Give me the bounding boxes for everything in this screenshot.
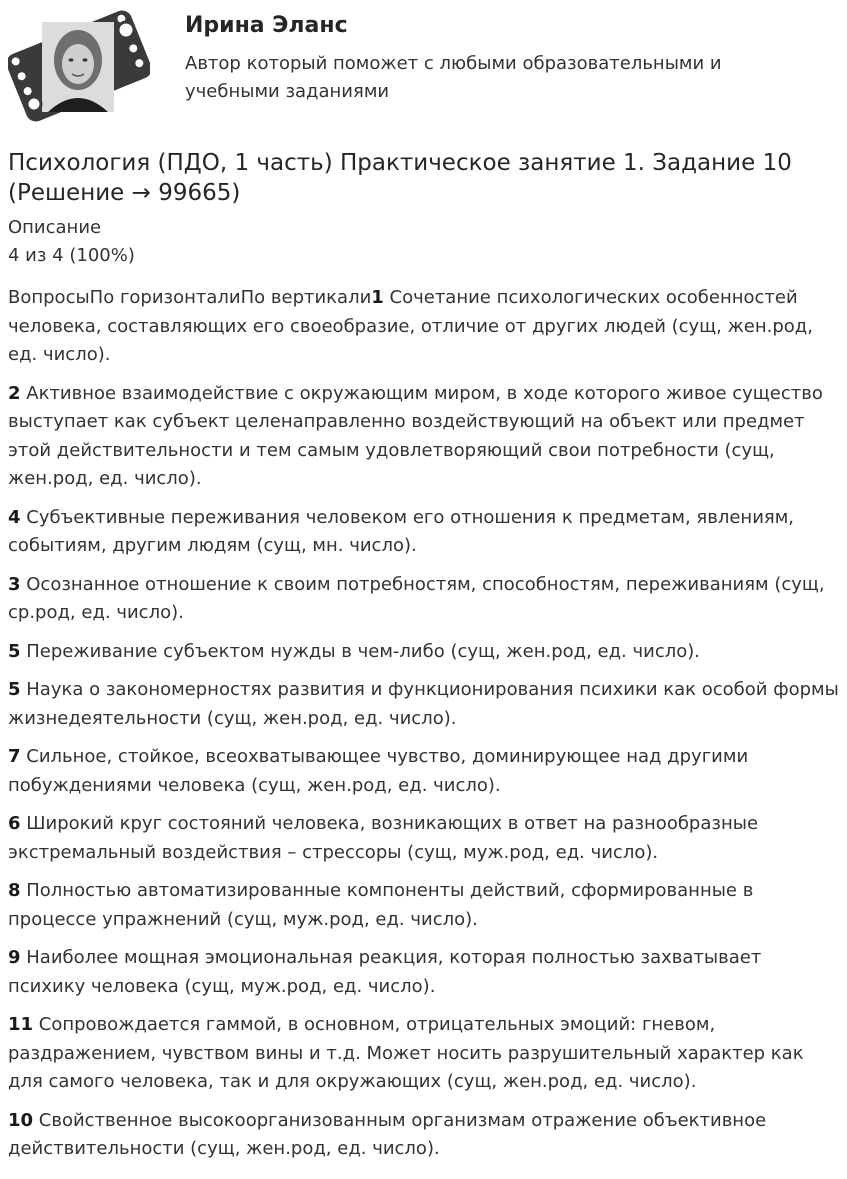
question-text: Наиболее мощная эмоциональная реакция, которая полностью захватывает психику человека (сущ, муж.род, ед. число). <box>8 947 762 997</box>
document-content <box>8 148 840 1174</box>
page-title: Психология (ПДО, 1 часть) Практическое занятие 1. Задание 10 (Решение → 99665) <box>8 150 792 206</box>
question-text: Сопровождается гаммой, в основном, отрицательных эмоций: гневом, раздражением, чувством вины и т.д. Может носить разрушительный характер как для самого человека, так и для окружающих (сущ, жен.род, ед. число). <box>8 1014 804 1092</box>
question-text: Наука о закономерностях развития и функционирования психики как особой формы жизнедеятельности (сущ, жен.род, ед. число). <box>8 679 839 729</box>
question-item <box>8 380 840 494</box>
question-item <box>8 944 840 1001</box>
questions-list <box>8 284 840 1164</box>
question-number: 3 <box>8 573 21 595</box>
description-label: Описание <box>8 217 102 238</box>
question-item <box>8 743 840 800</box>
question-number: 5 <box>8 640 21 662</box>
questions-intro: ВопросыПо горизонталиПо вертикали <box>8 287 372 308</box>
question-number: 10 <box>8 1109 34 1131</box>
question-text: Осознанное отношение к своим потребностям, способностям, переживаниям (сущ, ср.род, ед. число). <box>8 573 825 623</box>
question-item <box>8 571 840 628</box>
question-number: 7 <box>8 746 21 767</box>
question-item <box>8 284 840 370</box>
question-number: 11 <box>8 1014 34 1035</box>
question-text: Свойственное высокоорганизованным организмам отражение объективное действительности (сущ, жен.род, ед. число). <box>8 1109 767 1159</box>
question-text: Сильное, стойкое, всеохватывающее чувство, доминирующее над другими побуждениями человека (сущ, жен.род, ед. число). <box>8 746 749 796</box>
question-text: Полностью автоматизированные компоненты действий, сформированные в процессе упражнений (сущ, муж.род, ед. число). <box>8 880 754 930</box>
question-text: Субъективные переживания человеком его отношения к предметам, явлениям, событиям, другим людям (сущ, мн. число). <box>8 506 795 556</box>
author-name[interactable]: Ирина Эланс <box>185 13 348 38</box>
author-avatar <box>8 8 150 124</box>
question-item <box>8 1107 840 1164</box>
question-number: 8 <box>8 880 21 901</box>
question-item <box>8 877 840 934</box>
question-item <box>8 1011 840 1097</box>
question-item <box>8 676 840 733</box>
question-number: 6 <box>8 813 21 834</box>
question-text: Широкий круг состояний человека, возникающих в ответ на разнообразные экстремальный воздействия – стрессоры (сущ, муж.род, ед. число). <box>8 813 759 863</box>
question-text: Сочетание психологических особенностей человека, составляющих его своеобразие, отличие от других людей (сущ, жен.род, ед. число). <box>8 287 813 365</box>
question-item <box>8 810 840 867</box>
question-number: 5 <box>8 679 21 700</box>
author-header <box>0 0 847 130</box>
question-text: Переживание субъектом нужды в чем-либо (сущ, жен.род, ед. число). <box>20 640 700 662</box>
rating-text: 4 из 4 (100%) <box>8 245 135 266</box>
question-number: 2 <box>8 382 21 404</box>
question-number: 4 <box>8 506 21 528</box>
question-item <box>8 638 840 667</box>
question-number: 9 <box>8 947 21 968</box>
question-number: 1 <box>371 287 384 308</box>
author-description: Автор который поможет с любыми образовательными и учебными заданиями <box>185 53 722 102</box>
question-item <box>8 504 840 561</box>
question-text: Активное взаимодействие с окружающим миром, в ходе которого живое существо выступает как субъект целенаправленно воздействующий на объект или предмет этой действительности и тем самым удовлетворяющий свои потребности (сущ, жен.род, ед. число). <box>8 382 823 489</box>
